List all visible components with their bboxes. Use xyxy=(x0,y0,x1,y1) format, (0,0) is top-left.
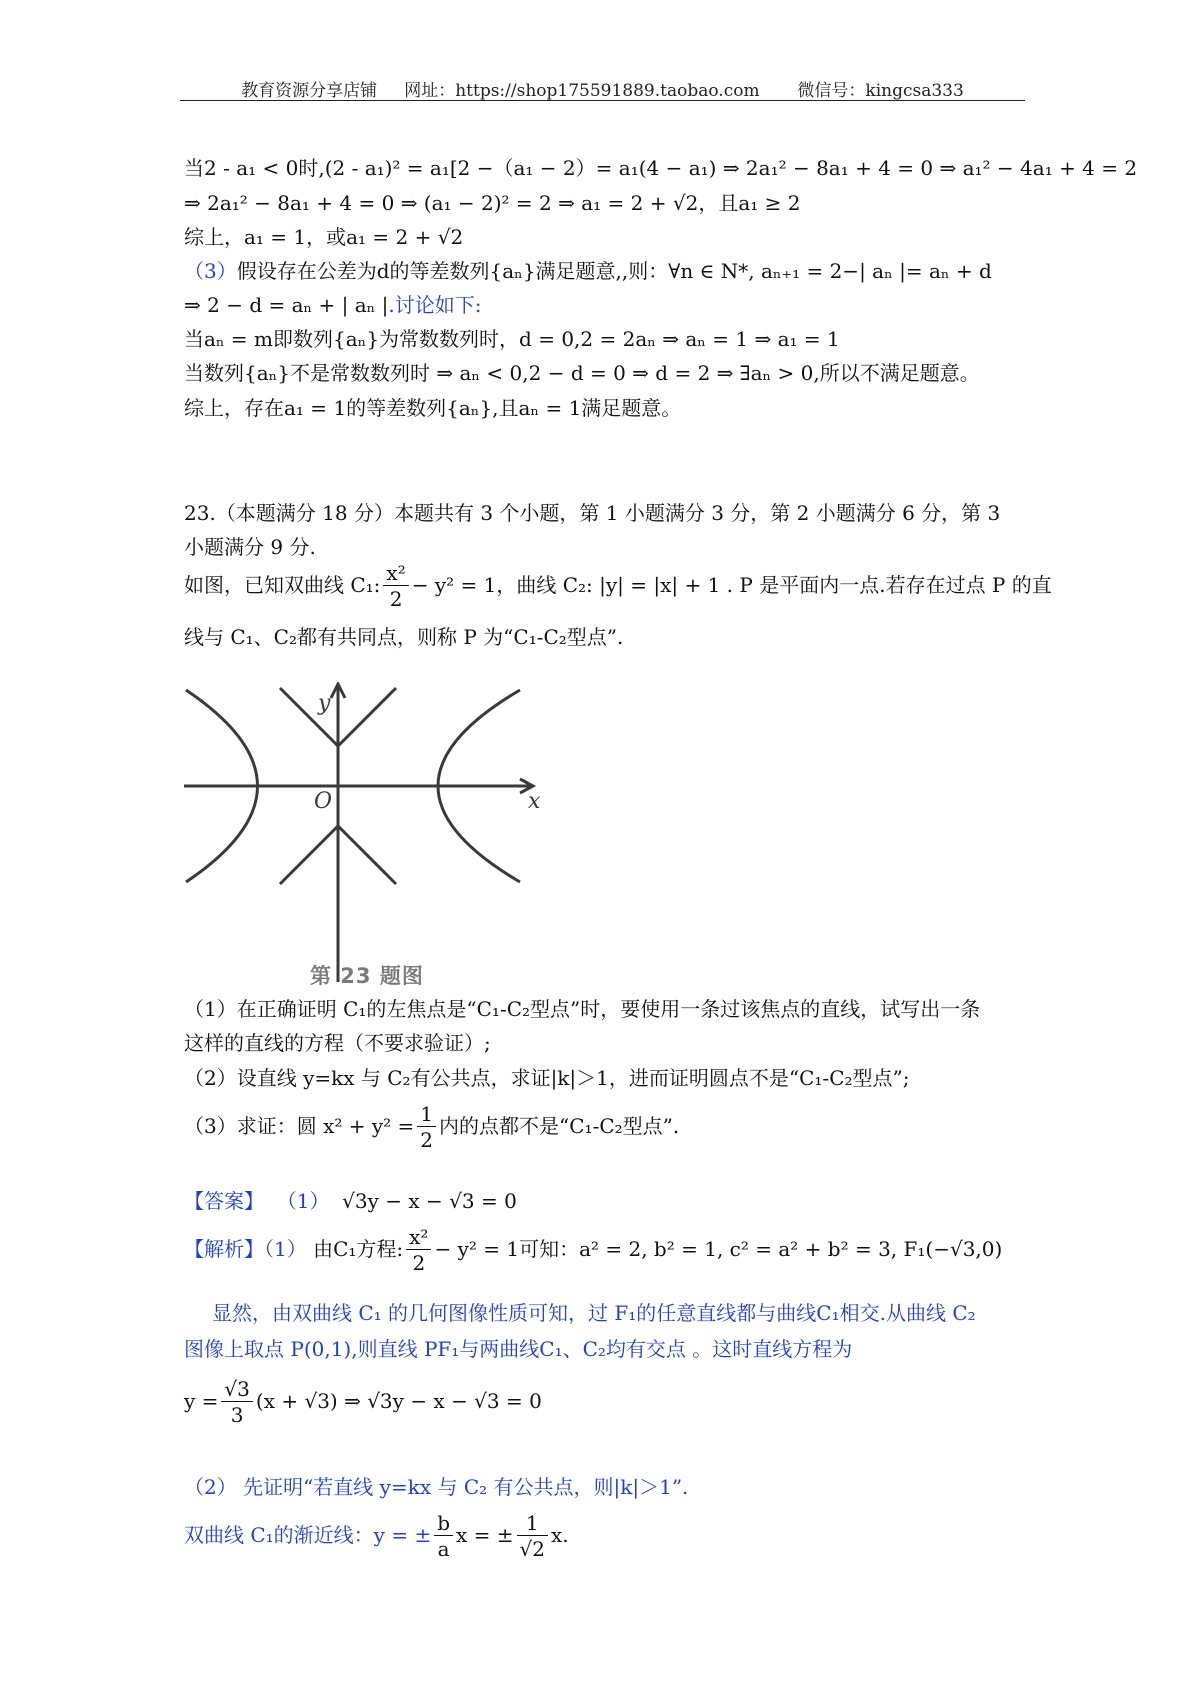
equation-lhs: y = xyxy=(184,1389,219,1413)
part3-line5: 综上，存在a₁ = 1的等差数列{aₙ},且aₙ = 1满足题意。 xyxy=(184,396,682,420)
asymptote-mid: x = ± xyxy=(456,1523,514,1547)
question-1-cont: 这样的直线的方程（不要求验证）; xyxy=(184,1031,491,1055)
problem-statement xyxy=(184,560,1052,612)
part3-line4: 当数列{aₙ}不是常数数列时 ⇒ aₙ < 0,2 − d = 0 ⇒ d = 2 ⇒ ∃aₙ > 0,所以不满足题意。 xyxy=(184,361,980,385)
page-header xyxy=(180,76,1025,101)
figure-caption: 第 23 题图 xyxy=(310,964,424,988)
url-label: 网址： xyxy=(404,81,456,101)
analysis-blue-1: 显然，由双曲线 C₁ 的几何图像性质可知，过 F₁的任意直线都与曲线C₁相交.从曲线 C₂ xyxy=(212,1301,976,1325)
answer-part: （1） xyxy=(276,1189,330,1213)
problem-title: 23.（本题满分 18 分）本题共有 3 个小题，第 1 小题满分 3 分，第 2 小题满分 6 分，第 3 xyxy=(184,501,1001,525)
figure-curves xyxy=(184,684,533,982)
analysis-line-1 xyxy=(184,1222,1002,1276)
question-1: （1）在正确证明 C₁的左焦点是“C₁-C₂型点”时，要使用一条过该焦点的直线，试写出一条 xyxy=(184,997,981,1021)
question-3-part-a: （3）求证：圆 x² + y² = xyxy=(184,1114,415,1138)
part3-line3: 当aₙ = m即数列{aₙ}为常数数列时，d = 0,2 = 2aₙ ⇒ aₙ = 1 ⇒ a₁ = 1 xyxy=(184,327,840,351)
x-axis-label: x xyxy=(528,789,541,814)
problem-title-cont: 小题满分 9 分. xyxy=(184,535,316,559)
problem-statement-cont: 线与 C₁、C₂都有共同点，则称 P 为“C₁-C₂型点”. xyxy=(184,625,624,649)
question-2: （2）设直线 y=kx 与 C₂有公共点，求证|k|＞1，进而证明圆点不是“C₁-C₂型点”; xyxy=(184,1066,910,1090)
math-line: ⇒ 2a₁² − 8a₁ + 4 = 0 ⇒ (a₁ − 2)² = 2 ⇒ a₁ = 2 + √2，且a₁ ≥ 2 xyxy=(184,191,801,215)
asymptote-text: 双曲线 C₁的渐近线：y = ± xyxy=(184,1523,432,1547)
math-line: 综上，a₁ = 1，或a₁ = 2 + √2 xyxy=(184,225,464,249)
analysis-part: （1） xyxy=(264,1237,307,1261)
fraction: $\frac{√3}{3}$ xyxy=(221,1377,252,1428)
shop-name: 教育资源分享店铺 xyxy=(241,81,378,101)
math-line: 当2 - a₁ < 0时,(2 - a₁)² = a₁[2 −（a₁ − 2）= a₁(4 − a₁) ⇒ 2a₁² − 8a₁ + 4 = 0 ⇒ a₁² − 4a₁ + 4 = 2 xyxy=(184,156,1138,180)
shop-url[interactable]: https://shop175591889.taobao.com xyxy=(455,81,760,101)
hyperbola-figure xyxy=(184,682,546,984)
equation-rhs: (x + √3) ⇒ √3y − x − √3 = 0 xyxy=(255,1389,542,1413)
part3-line2-note: .讨论如下: xyxy=(388,293,482,317)
part3-text: 假设存在公差为d的等差数列{aₙ}满足题意,,则：∀n ∈ N*, aₙ₊₁ = 2−| aₙ |= aₙ + d xyxy=(236,259,992,283)
analysis-text-b: − y² = 1可知：a² = 2, b² = 1, c² = a² + b² = 3, F₁(−√3,0) xyxy=(434,1237,1003,1261)
wechat-id: kingcsa333 xyxy=(865,81,964,101)
answer-equation: √3y − x − √3 = 0 xyxy=(342,1189,517,1213)
statement-part-b: − y² = 1，曲线 C₂: |y| = |x| + 1 . P 是平面内一点.若存在过点 P 的直 xyxy=(411,573,1052,597)
analysis-part-2: （2） 先证明“若直线 y=kx 与 C₂ 有公共点，则|k|＞1”. xyxy=(184,1475,689,1499)
origin-label: O xyxy=(314,789,333,814)
part3-line2 xyxy=(184,292,482,318)
fraction: $\frac{b}{a}$ xyxy=(434,1511,453,1562)
fraction: $\frac{\text{x²}}{2}$ xyxy=(383,561,408,612)
wechat-label: 微信号： xyxy=(797,81,866,101)
asymptote-end: x. xyxy=(551,1523,569,1547)
fraction: $\frac{1}{√2}$ xyxy=(517,1511,548,1562)
answer-label: 【答案】 xyxy=(184,1189,264,1213)
fraction: $\frac{\text{x²}}{2}$ xyxy=(406,1225,431,1276)
part3-line2-math: ⇒ 2 − d = aₙ + | aₙ | xyxy=(184,293,389,317)
statement-part-a: 如图，已知双曲线 C₁: xyxy=(184,573,381,597)
question-3-part-b: 内的点都不是“C₁-C₂型点”. xyxy=(439,1114,680,1138)
part3-label: （3） xyxy=(184,259,237,283)
part3-intro xyxy=(184,258,992,284)
fraction: $\frac{1}{2}$ xyxy=(417,1102,436,1153)
answer-line xyxy=(184,1188,517,1214)
analysis-equation xyxy=(184,1372,542,1430)
analysis-text-a: 由C₁方程: xyxy=(313,1237,404,1261)
analysis-label: 【解析】 xyxy=(184,1237,264,1261)
question-3 xyxy=(184,1100,679,1153)
header-divider xyxy=(180,100,1025,101)
analysis-blue-2: 图像上取点 P(0,1),则直线 PF₁与两曲线C₁、C₂均有交点 。这时直线方程为 xyxy=(184,1337,853,1361)
asymptote-line xyxy=(184,1506,569,1564)
y-axis-label: y xyxy=(318,691,331,716)
